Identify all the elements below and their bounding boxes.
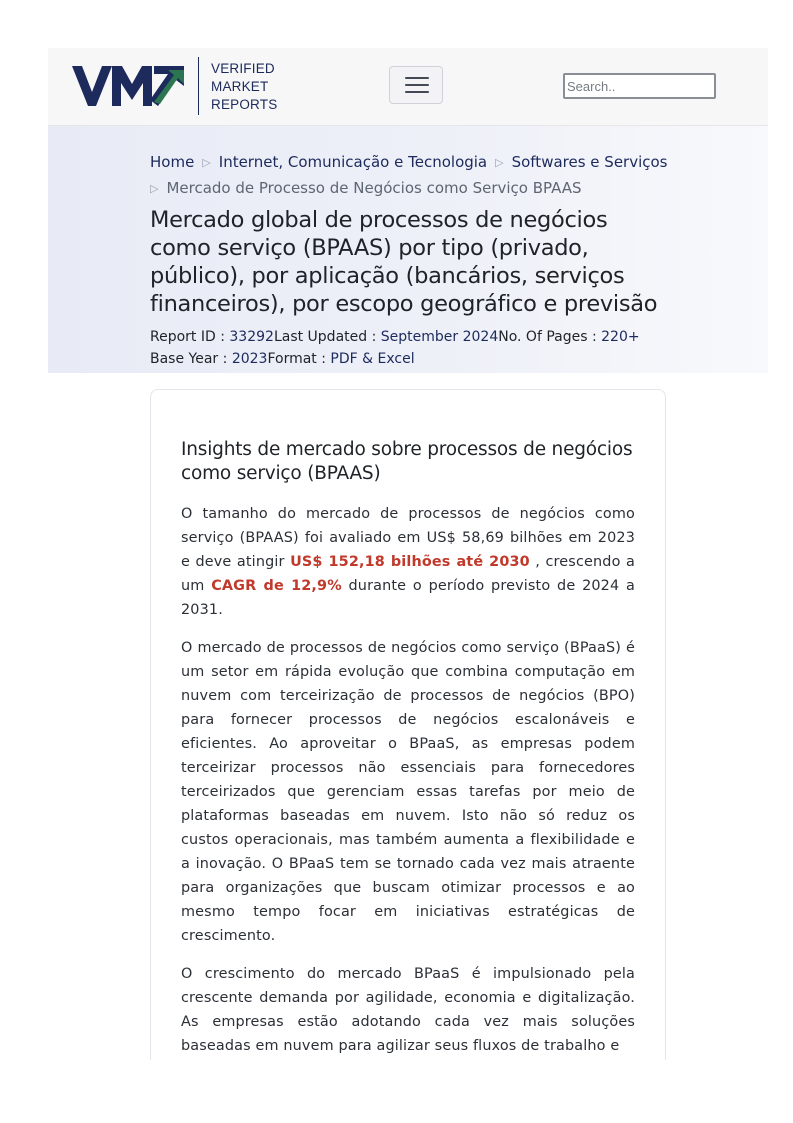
cagr-highlight: CAGR de 12,9% (211, 578, 342, 594)
chevron-right-icon: ▷ (150, 182, 159, 195)
hamburger-menu-button[interactable] (389, 66, 443, 104)
last-updated-label: Last Updated : (273, 329, 381, 345)
logo-divider (198, 57, 199, 115)
chevron-right-icon: ▷ (202, 156, 211, 169)
breadcrumb-subcategory-link[interactable]: Softwares e Serviços (511, 153, 668, 171)
page-title: Mercado global de processos de negócios como serviço (BPAAS) por tipo (privado, público), por aplicação (bancários, serviços financeiros), por escopo geográfico e previsão (150, 207, 658, 317)
insights-paragraph: O crescimento do mercado BPaaS é impulsionado pela crescente demanda por agilidade, economia e digitalização. As empresas estão adotando cada vez mais soluções baseadas em nuvem para agilizar seus fluxos de trabalho e (181, 966, 635, 1054)
paragraph-text: O tamanho do mercado de processos de negócios como serviço (BPAAS) foi avaliado em US$ 58,69 bilhões em 2023 e deve atingir (181, 506, 635, 570)
brand-line: MARKET (211, 79, 269, 94)
market-insights-card (150, 389, 666, 1060)
search-input[interactable] (563, 73, 716, 99)
pages-label: No. Of Pages : (498, 329, 602, 345)
report-id-label: Report ID : (150, 329, 230, 345)
insights-paragraph (181, 502, 635, 622)
menu-bar-icon (405, 91, 429, 93)
breadcrumb-category-link[interactable]: Internet, Comunicação e Tecnologia (218, 153, 488, 171)
report-id-value: 33292 (229, 329, 274, 345)
brand-line: REPORTS (211, 97, 278, 112)
report-meta (150, 326, 710, 370)
paragraph-text: , crescendo a um (181, 554, 635, 594)
menu-bar-icon (405, 77, 429, 79)
vmr-logo-icon[interactable] (72, 66, 184, 106)
breadcrumb (150, 150, 670, 202)
breadcrumb-current: Mercado de Processo de Negócios como Serviço BPAAS (166, 179, 582, 197)
chevron-right-icon: ▷ (495, 156, 504, 169)
base-year-label: Base Year : (150, 351, 232, 367)
breadcrumb-home-link[interactable]: Home (150, 153, 195, 171)
last-updated-value: September 2024 (380, 329, 499, 345)
format-value: PDF & Excel (330, 351, 415, 367)
brand-wordmark[interactable] (211, 60, 277, 114)
brand-line: VERIFIED (211, 61, 275, 76)
pages-value: 220+ (601, 329, 640, 345)
market-forecast-highlight: US$ 152,18 bilhões até 2030 (290, 554, 530, 570)
report-hero (48, 126, 768, 373)
site-header (48, 48, 768, 126)
format-label: Format : (267, 351, 331, 367)
insights-body (181, 502, 635, 1060)
insights-paragraph: O mercado de processos de negócios como serviço (BPaaS) é um setor em rápida evolução que combina computação em nuvem com terceirização de processos de negócios (BPO) para fornecer processos de negócios escalonáveis e eficientes. Ao aproveitar o BPaaS, as empresas podem terceirizar processos não essenciais para fornecedores terceirizados que gerenciam essas tarefas por meio de plataformas baseadas em nuvem. Isto não só reduz os custos operacionais, mas também aumenta a flexibilidade e a inovação. O BPaaS tem se tornado cada vez mais atraente para organizações que buscam otimizar processos e ao mesmo tempo focar em iniciativas estratégicas de crescimento. (181, 640, 635, 944)
menu-bar-icon (405, 84, 429, 86)
insights-heading: Insights de mercado sobre processos de negócios como serviço (BPAAS) (181, 439, 633, 484)
base-year-value: 2023 (231, 351, 268, 367)
paragraph-text: durante o período previsto de 2024 a 2031. (181, 578, 635, 618)
